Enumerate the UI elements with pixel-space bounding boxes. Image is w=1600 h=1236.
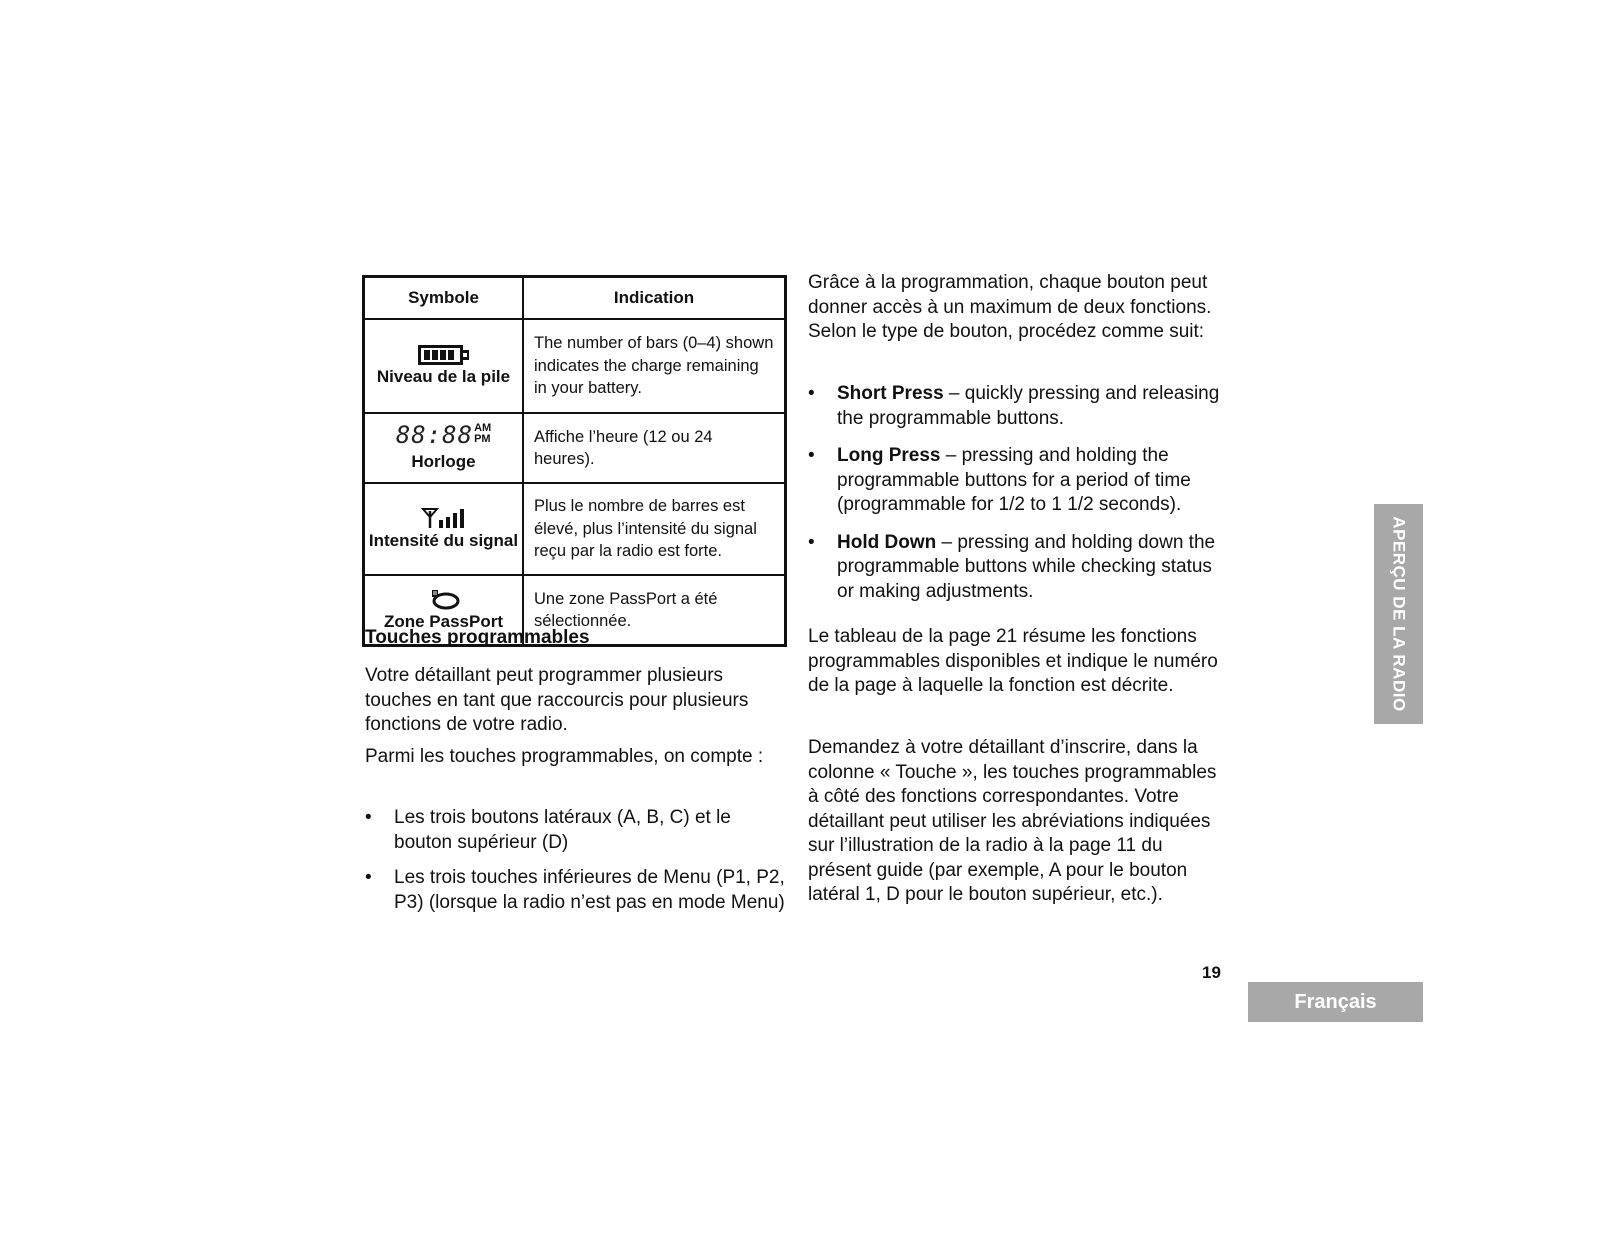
bullet-marker: • (365, 867, 372, 888)
right-paragraph-2: Le tableau de la page 21 résume les fonctions programmables disponibles et indique le numéro de la page à laquelle la fonction est décrite. (808, 626, 1218, 696)
symbol-label: Intensité du signal (368, 530, 519, 550)
clock-digits: 88:88 (395, 421, 474, 449)
bullet-marker: • (808, 383, 815, 404)
bullet-marker: • (808, 531, 815, 553)
bullet-marker: • (808, 445, 815, 466)
section-side-tab (1374, 504, 1423, 724)
passport-icon (427, 588, 461, 610)
right-intro-paragraph: Grâce à la programmation, chaque bouton peut donner accès à un maximum de deux fonctions. Selon le type de bouton, procédez comme suit: (808, 272, 1212, 342)
language-tab: Français (1248, 982, 1423, 1022)
list-item-text: Les trois boutons latéraux (A, B, C) et le bouton supérieur (D) (394, 807, 731, 853)
symbols-table (362, 275, 787, 647)
table-row (364, 483, 786, 575)
column-header-indication: Indication (523, 277, 786, 320)
term-long-press: Long Press (837, 445, 941, 466)
term-dash: – (936, 531, 958, 553)
clock-icon (365, 423, 522, 450)
am-label: AM (474, 422, 492, 434)
term-hold-down: Hold Down (837, 531, 937, 553)
indication-cell: The number of bars (0–4) shown indicates the charge remaining in your battery. (523, 319, 786, 413)
bullet-marker: • (365, 807, 372, 828)
left-paragraph-1: Votre détaillant peut programmer plusieurs touches en tant que raccourcis pour plusieurs fonctions de votre radio. (365, 665, 749, 735)
symbol-cell (364, 483, 524, 575)
indication-cell: Affiche l’heure (12 ou 24 heures). (523, 413, 786, 483)
page-number: 19 (1202, 963, 1221, 982)
symbol-cell (364, 319, 524, 413)
right-paragraph-3: Demandez à votre détaillant d’inscrire, dans la colonne « Touche », les touches programmables à côté des fonctions correspondantes. Votre détaillant peut utiliser les abréviations indiquées sur l’illustration de la radio à la page 11 du présent guide (par exemple, A pour le bouton latéral 1, D pour le bouton supérieur, etc.). (808, 737, 1217, 905)
symbol-label: Niveau de la pile (376, 366, 511, 386)
term-dash: – (943, 383, 965, 404)
list-item (808, 444, 1228, 518)
left-paragraph-2: Parmi les touches programmables, on compte : (365, 746, 764, 767)
list-item (808, 382, 1228, 431)
right-bullet-list (808, 382, 1228, 604)
list-item (808, 531, 1228, 605)
symbol-label: Zone PassPort (383, 611, 504, 631)
table-row (364, 319, 786, 413)
list-item-text: quickly pressing and releasing the programmable buttons. (837, 383, 1220, 429)
table-header-row (364, 277, 786, 320)
pm-label: PM (474, 433, 491, 445)
battery-icon (418, 345, 470, 365)
list-item-text: pressing and holding down the programmable buttons while checking status or making adjustments. (837, 531, 1216, 602)
left-bullet-list (365, 806, 785, 915)
list-item-text: Les trois touches inférieures de Menu (P1, P2, P3) (lorsque la radio n’est pas en mode Menu) (394, 867, 785, 913)
indication-cell: Plus le nombre de barres est élevé, plus l’intensité du signal reçu par la radio est forte. (523, 483, 786, 575)
section-heading: Touches programmables (365, 627, 590, 648)
list-item (365, 806, 785, 855)
table-row (364, 413, 786, 483)
column-header-symbol: Symbole (364, 277, 524, 320)
symbol-label: Horloge (411, 452, 476, 471)
symbol-cell (364, 413, 524, 483)
signal-strength-icon (421, 507, 467, 529)
list-item (365, 866, 785, 915)
term-dash: – (940, 445, 962, 466)
list-item-text: pressing and holding the programmable buttons for a period of time (programmable for 1/2 to 1 1/2 seconds). (837, 445, 1191, 515)
side-tab-label: APERÇU DE LA RADIO (1389, 516, 1408, 712)
am-pm-indicator (474, 423, 491, 445)
indication-cell: Une zone PassPort a été sélectionnée. (523, 575, 786, 646)
term-short-press: Short Press (837, 383, 944, 404)
